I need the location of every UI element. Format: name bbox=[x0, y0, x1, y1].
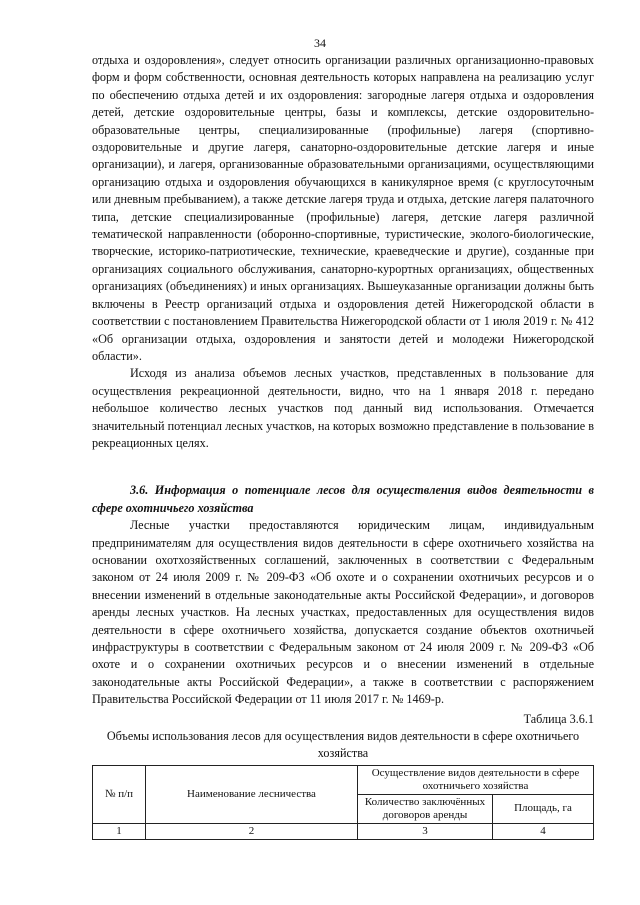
header-forestry-name: Наименование лесничества bbox=[146, 765, 358, 823]
table-label: Таблица 3.6.1 bbox=[523, 711, 594, 726]
header-lease-count: Количество заключённых договоров аренды bbox=[358, 794, 493, 823]
paragraph-children-camps: отдыха и оздоровления», следует относить организации различных организационно-правовых форм и форм собственности, основная деятельность которых направлена на реализацию услуг по обеспечению отдыха детей и их оздоровления: загородные лагеря отдыха и оздоровления детей, детские оздоровительные центры, базы и комплексы, детские оздоровительно-образовательные центры, специализированные (профильные) лагеря (спортивно-оздоровительные и другие лагеря, санаторно-оздоровительные детские лагеря и иные организации), и лагеря, организованные образовательными организациями, осуществляющими организацию отдыха и оздоровления обучающихся в каникулярное время (с круглосуточным или дневным пребыванием), а также детские лагеря труда и отдыха, детские лагеря палаточного типа, детские специализированные (профильные) лагеря, детские лагеря различной тематической направленности (оборонно-спортивные, туристические, эколого-биологические, творческие, историко-патриотические, технические, краеведческие и другие), созданные при организациях социального обслуживания, санаторно-курортных организациях, общественных организациях (объединениях) и иных организациях. Вышеуказанные организации должны быть включены в Реестр организаций отдыха и оздоровления детей Нижегородской области в соответствии с постановлением Правительства Нижегородской области от 1 июля 2019 г. № 412 «Об организации отдыха, оздоровления и занятости детей и молодежи Нижегородской области». bbox=[92, 53, 594, 363]
index-cell: 1 bbox=[93, 823, 146, 839]
index-cell: 2 bbox=[146, 823, 358, 839]
paragraph-hunting-forest-plots: Лесные участки предоставляются юридическим лицам, индивидуальным предпринимателям для осуществления видов деятельности в сфере охотничьего хозяйства на основании охотхозяйственных соглашений, заключенных в соответствии с Федеральным законом от 24 июля 2009 г. № 209-ФЗ «Об охоте и о сохранении охотничьих ресурсов и о внесении изменений в отдельные законодательные акты Российской Федерации», и договоров аренды лесных участков. На лесных участках, предоставленных для осуществления видов деятельности в сфере охотничьего хозяйства, допускается создание объектов охотничьей инфраструктуры в соответствии с Федеральным законом от 24 июля 2009 г. № 209-ФЗ «Об охоте и о сохранении охотничьих ресурсов и о внесении изменений в отдельные законодательные акты Российской Федерации», а также в соответствии с распоряжением Правительства Российской Федерации от 11 июля 2017 г. № 1469-р. bbox=[92, 518, 594, 707]
header-number: № п/п bbox=[93, 765, 146, 823]
table-index-row bbox=[93, 823, 594, 839]
header-hunting-activity: Осуществление видов деятельности в сфере охотничьего хозяйства bbox=[358, 765, 594, 794]
index-cell: 4 bbox=[493, 823, 594, 839]
page-content bbox=[92, 52, 594, 840]
index-cell: 3 bbox=[358, 823, 493, 839]
hunting-forest-use-table bbox=[92, 765, 594, 840]
section-heading-3-6: 3.6. Информация о потенциале лесов для осуществления видов деятельности в сфере охотничьего хозяйства bbox=[92, 483, 594, 515]
header-area: Площадь, га bbox=[493, 794, 594, 823]
table-caption: Объемы использования лесов для осуществления видов деятельности в сфере охотничьего хозяйства bbox=[106, 729, 580, 761]
paragraph-recreation-analysis: Исходя из анализа объемов лесных участков, представленных в пользование для осуществления рекреационной деятельности, видно, что на 1 января 2018 г. передано небольшое количество лесных участков под данный вид использования. Отмечается значительный потенциал лесных участков, на которых возможно представление в пользование в рекреационных целях. bbox=[92, 366, 594, 450]
page-number: 34 bbox=[314, 36, 326, 50]
table-header-row bbox=[93, 765, 594, 794]
